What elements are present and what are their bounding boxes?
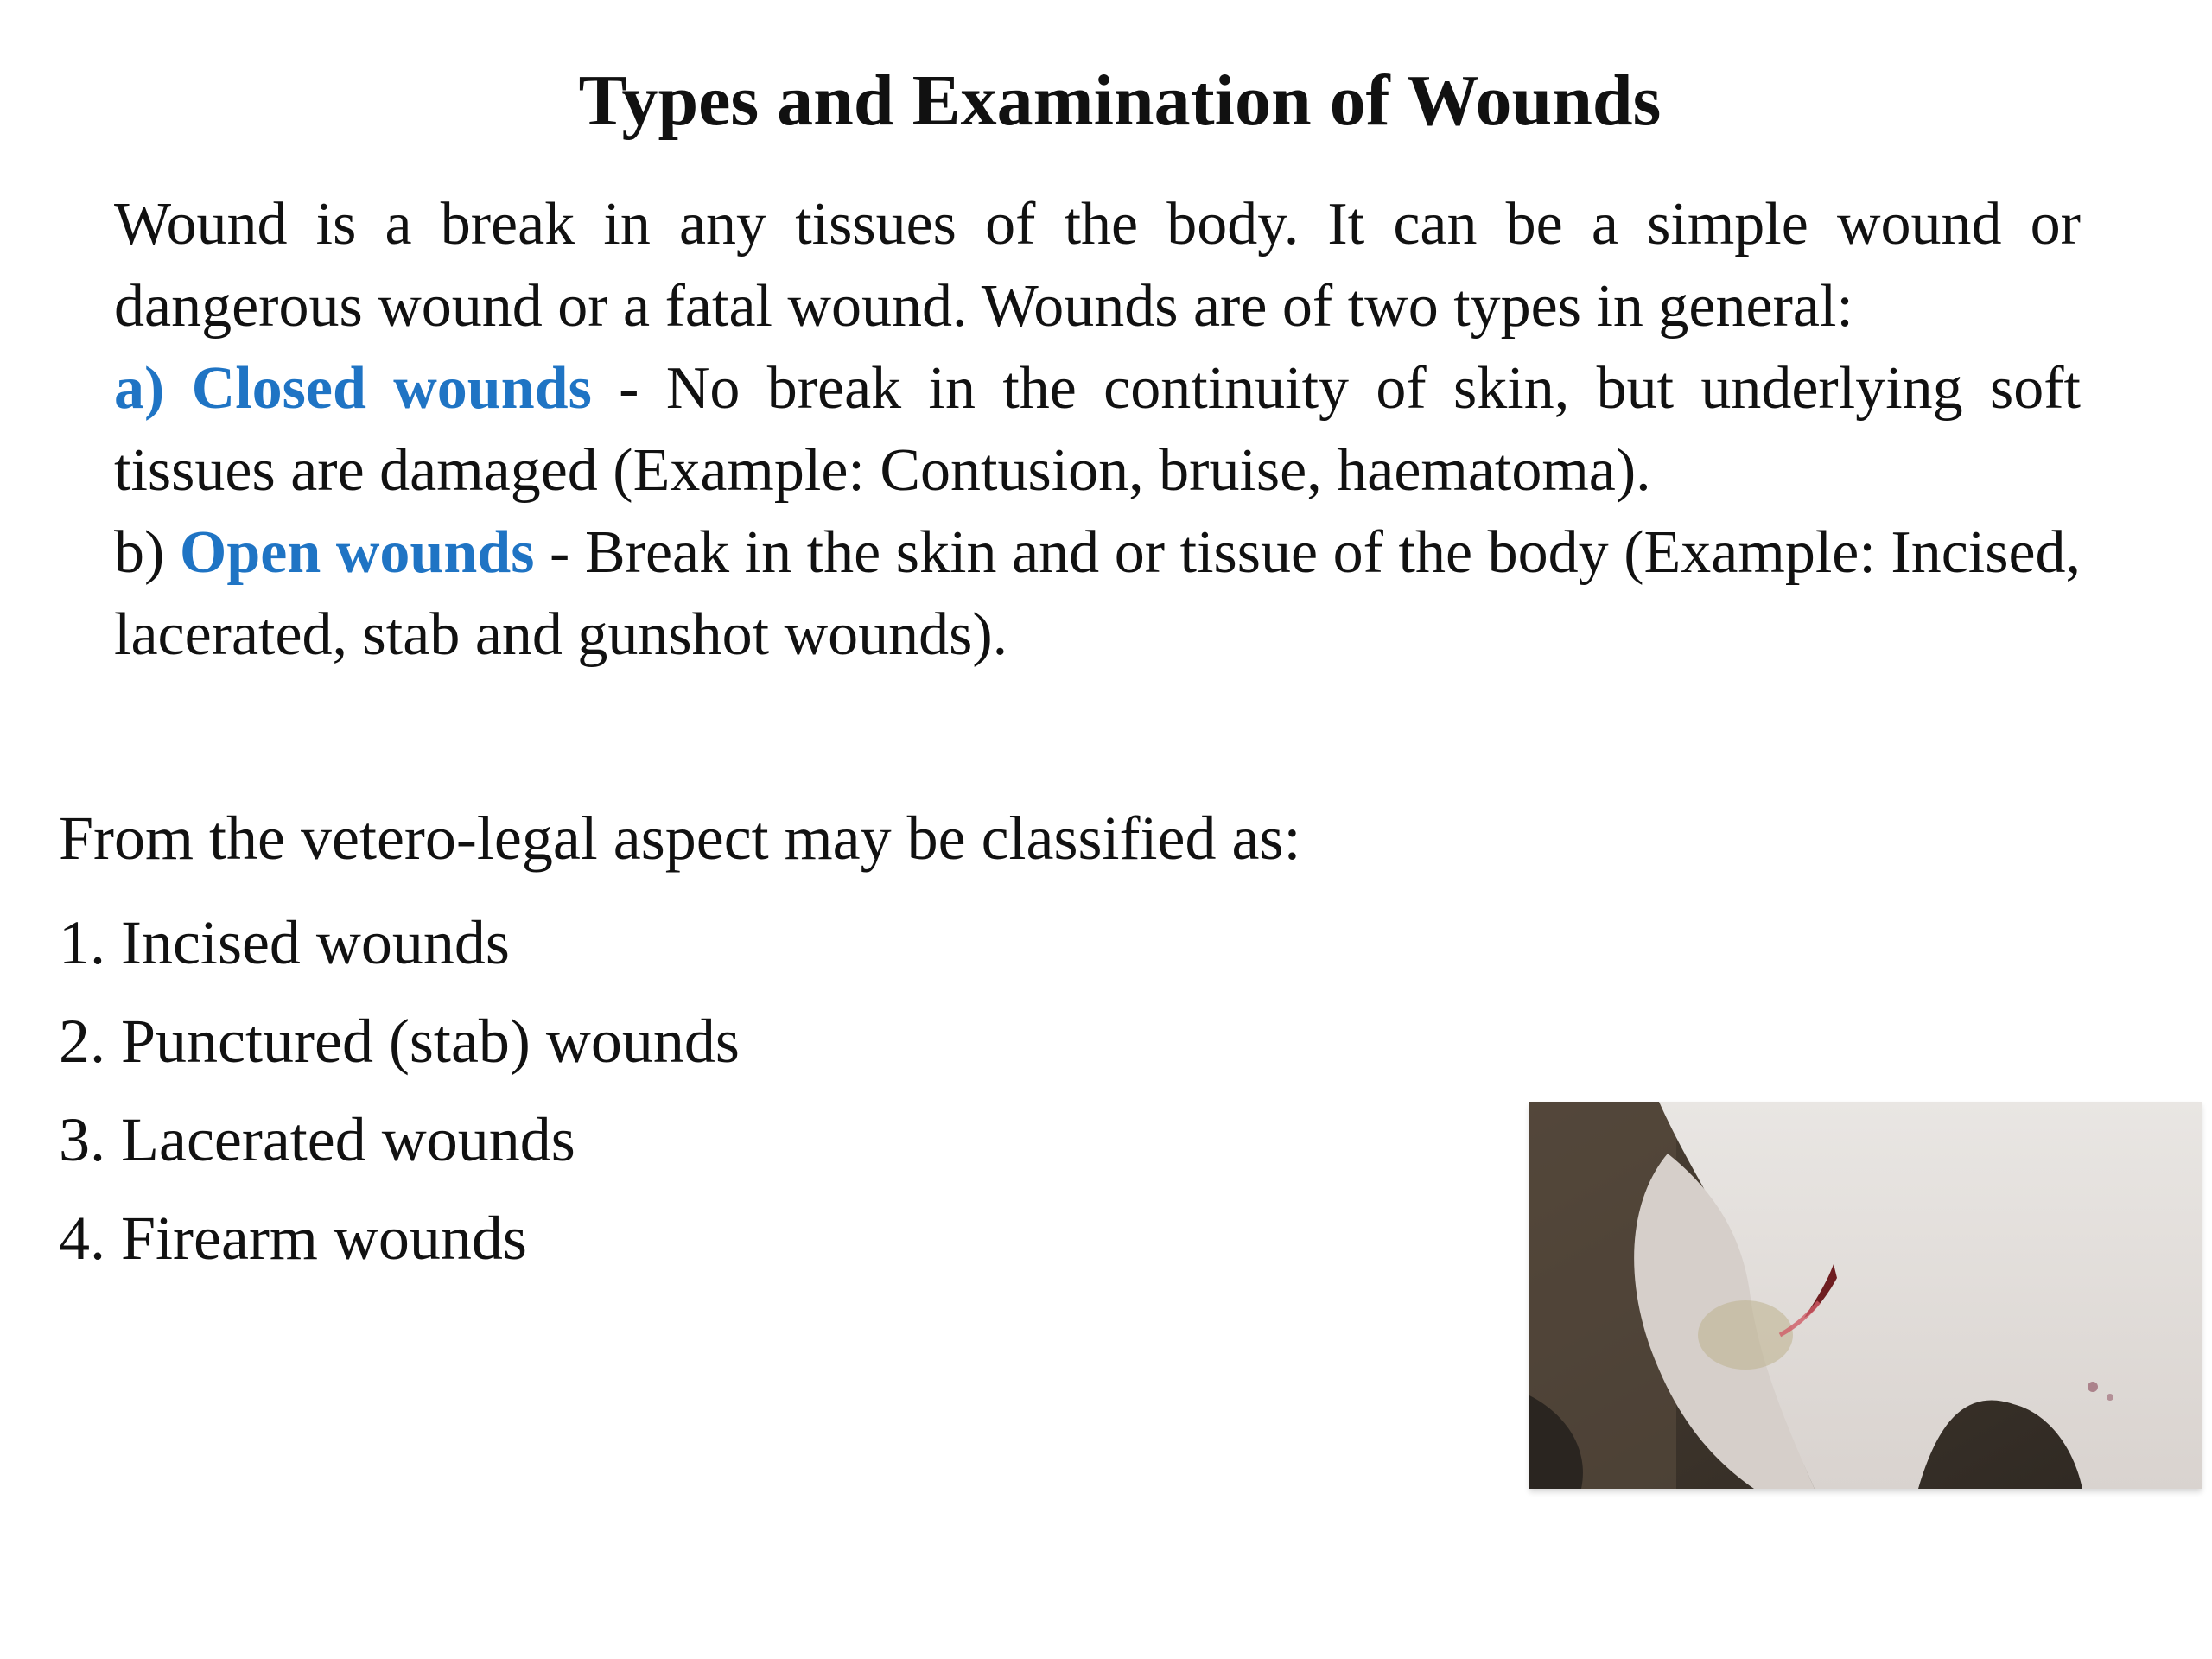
- list-item: 1. Incised wounds: [59, 908, 510, 977]
- intro-section: [114, 183, 2081, 676]
- classification-heading: From the vetero-legal aspect may be classified as:: [59, 804, 1301, 873]
- open-wounds-item: [114, 512, 2081, 676]
- closed-wounds-text: - No break in the continuity of skin, but underlying soft tissues are damaged (Example: Contusion, bruise, haematoma).: [114, 355, 2081, 504]
- wound-definition: Wound is a break in any tissues of the body. It can be a simple wound or dangerous wound or a fatal wound. Wounds are of two types in general:: [114, 191, 2081, 340]
- list-item: 4. Firearm wounds: [59, 1204, 527, 1273]
- wound-type-list: [59, 893, 740, 1287]
- open-wounds-prefix: b): [114, 519, 180, 586]
- wound-photo: [1529, 1102, 2202, 1489]
- slide-title: Types and Examination of Wounds: [578, 60, 1662, 141]
- open-wounds-text: - Break in the skin and or tissue of the body (Example: Incised, lacerated, stab and gunshot wounds).: [114, 519, 2082, 668]
- closed-wounds-item: [114, 347, 2081, 512]
- list-item: 3. Lacerated wounds: [59, 1105, 575, 1174]
- list-item: 2. Punctured (stab) wounds: [59, 1007, 740, 1076]
- closed-wounds-label: a) Closed wounds: [114, 355, 592, 422]
- open-wounds-label: Open wounds: [179, 519, 535, 586]
